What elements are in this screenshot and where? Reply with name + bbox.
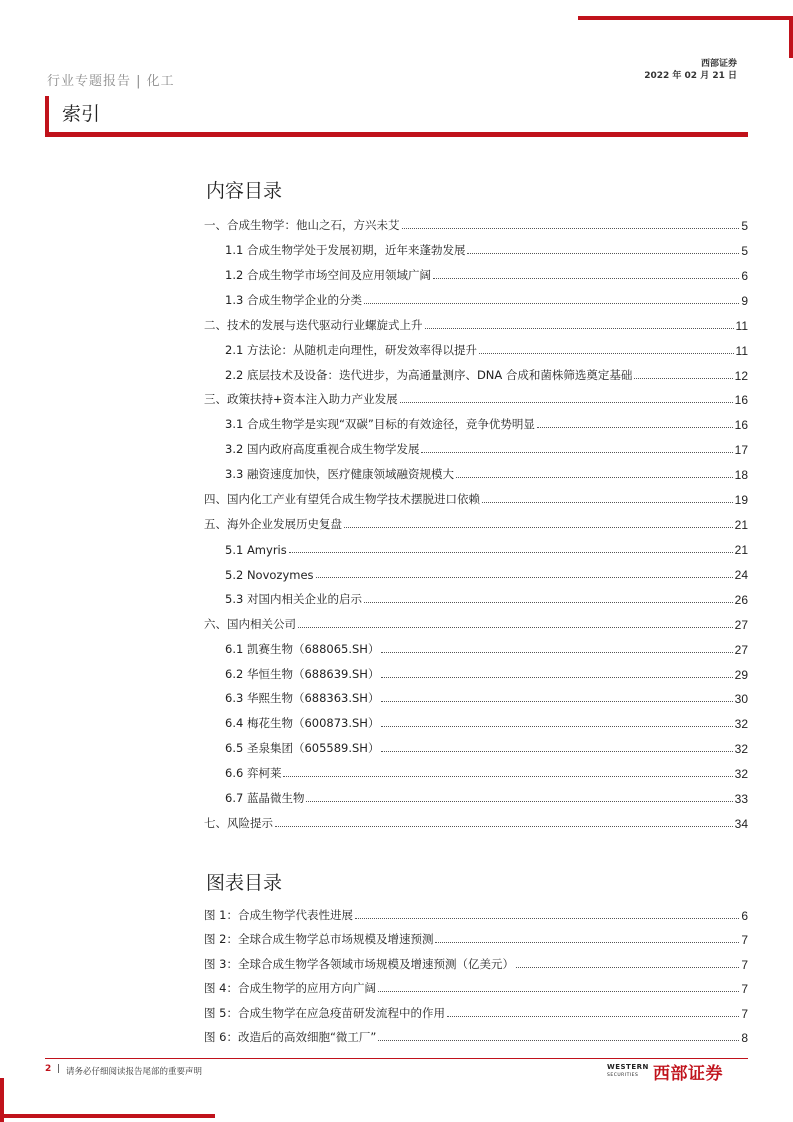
toc-entry[interactable] — [225, 290, 748, 308]
toc-entry-label: 六、国内相关公司 — [204, 616, 296, 631]
toc-entry-page: 32 — [734, 767, 748, 782]
figure-dot-leader — [355, 918, 739, 919]
toc-entry[interactable] — [225, 664, 748, 682]
toc-entry-page: 27 — [734, 642, 748, 657]
header-brand: 西部证券 — [700, 59, 737, 69]
figure-dot-leader — [378, 991, 739, 992]
header-divider — [45, 132, 748, 137]
toc-entry[interactable] — [225, 464, 748, 482]
figure-entry-label: 图 5：合成生物学在应急疫苗研发流程中的作用 — [204, 1005, 445, 1020]
toc-entry-page: 24 — [734, 567, 748, 582]
toc-entry[interactable] — [225, 763, 748, 781]
toc-dot-leader — [400, 402, 733, 403]
figure-entry-page: 8 — [741, 1031, 748, 1045]
figure-entry-label: 图 3：全球合成生物学各领域市场规模及增速预测（亿美元） — [204, 956, 514, 971]
toc-entry[interactable] — [225, 414, 748, 432]
toc-entry[interactable] — [225, 788, 748, 806]
toc-dot-leader — [482, 502, 733, 503]
figure-entry-label: 图 6：改造后的高效细胞“微工厂” — [204, 1030, 377, 1044]
figure-entry[interactable] — [204, 978, 748, 996]
toc-entry-label: 6.7 蓝晶微生物 — [225, 791, 305, 806]
toc-entry[interactable] — [225, 240, 748, 258]
index-title-marker — [45, 96, 49, 134]
figure-dot-leader — [378, 1040, 739, 1041]
toc-dot-leader — [381, 652, 732, 653]
corner-accent-top-right-vertical — [789, 16, 793, 58]
toc-entry-label: 6.3 华熙生物（688363.SH） — [225, 691, 380, 706]
toc-entry-page: 16 — [734, 393, 748, 408]
toc-entry[interactable] — [225, 539, 748, 557]
toc-entry[interactable] — [225, 564, 748, 582]
toc-dot-leader — [381, 751, 732, 752]
figure-entry[interactable] — [204, 905, 748, 923]
index-title: 索引 — [62, 103, 101, 125]
toc-entry-label: 七、风险提示 — [204, 816, 273, 831]
toc-entry-page: 29 — [734, 667, 748, 682]
toc-entry-label: 6.5 圣泉集团（605589.SH） — [225, 741, 380, 756]
figure-entry[interactable] — [204, 1027, 748, 1045]
toc-entry-label: 5.3 对国内相关企业的启示 — [225, 591, 362, 606]
logo-securities-text: SECURITIES — [607, 1073, 639, 1078]
toc-entry-page: 16 — [734, 418, 748, 433]
toc-entry-label: 6.6 弈柯莱 — [225, 766, 282, 781]
figure-entry[interactable] — [204, 954, 748, 972]
toc-entry-page: 5 — [741, 243, 748, 258]
company-logo — [607, 1060, 749, 1084]
toc-entry[interactable] — [204, 614, 748, 632]
toc-entry[interactable] — [204, 813, 748, 831]
toc-entry-page: 18 — [734, 468, 748, 483]
toc-entry-page: 27 — [734, 617, 748, 632]
figure-entry-page: 6 — [741, 909, 748, 923]
logo-chinese-text: 西部证券 — [653, 1064, 723, 1084]
corner-accent-bottom-left — [0, 1114, 215, 1118]
toc-entry[interactable] — [204, 514, 748, 532]
toc-entry-label: 6.4 梅花生物（600873.SH） — [225, 716, 380, 731]
toc-entry-page: 34 — [734, 817, 748, 832]
toc-entry-page: 11 — [735, 318, 748, 333]
toc-entry[interactable] — [225, 688, 748, 706]
toc-entry-label: 二、技术的发展与迭代驱动行业螺旋式上升 — [204, 317, 423, 332]
toc-entry[interactable] — [225, 738, 748, 756]
figure-entry-page: 7 — [741, 933, 748, 948]
toc-entry[interactable] — [225, 340, 748, 358]
toc-heading: 内容目录 — [206, 180, 283, 202]
toc-dot-leader — [381, 726, 732, 727]
toc-entry-page: 26 — [734, 592, 748, 607]
toc-entry[interactable] — [204, 215, 748, 233]
toc-entry-label: 一、合成生物学：他山之石，方兴未艾 — [204, 218, 400, 232]
toc-dot-leader — [421, 452, 732, 453]
toc-entry-label: 3.2 国内政府高度重视合成生物学发展 — [225, 442, 420, 457]
toc-dot-leader — [316, 577, 733, 578]
toc-dot-leader — [283, 776, 732, 777]
figure-entry-label: 图 1：合成生物学代表性进展 — [204, 908, 353, 922]
figure-dot-leader — [516, 967, 739, 968]
figure-entry-label: 图 4：合成生物学的应用方向广阔 — [204, 981, 376, 996]
toc-entry-page: 9 — [741, 293, 748, 308]
toc-entry-page: 19 — [734, 493, 748, 508]
toc-entry-label: 5.2 Novozymes — [225, 567, 314, 582]
toc-entry[interactable] — [225, 265, 748, 283]
toc-dot-leader — [467, 253, 739, 254]
toc-entry[interactable] — [204, 389, 748, 407]
toc-entry-label: 2.1 方法论：从随机走向理性，研发效率得以提升 — [225, 342, 477, 357]
toc-dot-leader — [634, 378, 732, 379]
report-type: 行业专题报告 | 化工 — [47, 74, 175, 89]
toc-entry-page: 12 — [734, 368, 748, 383]
toc-dot-leader — [381, 677, 732, 678]
toc-entry-page: 21 — [734, 542, 748, 557]
toc-dot-leader — [344, 527, 733, 528]
toc-entry-label: 四、国内化工产业有望凭合成生物学技术摆脱进口依赖 — [204, 492, 480, 507]
toc-dot-leader — [537, 427, 733, 428]
report-date: 2022 年 02 月 21 日 — [644, 71, 737, 81]
toc-dot-leader — [479, 353, 734, 354]
toc-entry-page: 21 — [734, 518, 748, 533]
figure-entry-page: 7 — [741, 1006, 748, 1021]
toc-entry-page: 17 — [734, 443, 748, 458]
figure-entry[interactable] — [204, 929, 748, 947]
toc-entry-page: 32 — [734, 742, 748, 757]
toc-entry-page: 30 — [734, 692, 748, 707]
toc-dot-leader — [289, 552, 733, 553]
toc-entry[interactable] — [204, 315, 748, 333]
figure-entry-page: 7 — [741, 982, 748, 997]
figure-entry[interactable] — [204, 1003, 748, 1021]
toc-entry-label: 2.2 底层技术及设备：迭代进步，为高通量测序、DNA 合成和菌株筛选奠定基础 — [225, 367, 633, 382]
figure-dot-leader — [435, 942, 739, 943]
toc-entry-page: 32 — [734, 717, 748, 732]
toc-entry-label: 6.1 凯赛生物（688065.SH） — [225, 641, 380, 656]
figure-entry-page: 7 — [741, 957, 748, 972]
toc-entry[interactable] — [204, 489, 748, 507]
toc-entry-label: 5.1 Amyris — [225, 542, 287, 557]
logo-western-text: WESTERN — [607, 1063, 649, 1071]
toc-entry-page: 5 — [741, 219, 748, 233]
toc-entry-label: 1.2 合成生物学市场空间及应用领域广阔 — [225, 267, 431, 282]
toc-entry-label: 6.2 华恒生物（688639.SH） — [225, 666, 380, 681]
toc-entry-label: 3.3 融资速度加快，医疗健康领域融资规模大 — [225, 467, 454, 482]
toc-entry[interactable] — [225, 639, 748, 657]
footer-divider — [45, 1058, 748, 1059]
toc-entry[interactable] — [225, 365, 748, 383]
toc-dot-leader — [364, 602, 733, 603]
toc-entry-page: 6 — [741, 268, 748, 283]
figure-dot-leader — [447, 1016, 739, 1017]
toc-entry[interactable] — [225, 713, 748, 731]
toc-dot-leader — [402, 228, 740, 229]
footer-disclaimer: 请务必仔细阅读报告尾部的重要声明 — [66, 1067, 203, 1077]
toc-entry-page: 11 — [735, 343, 748, 358]
footer-separator: | — [57, 1064, 61, 1074]
page-number: 2 — [45, 1064, 52, 1074]
toc-dot-leader — [456, 477, 733, 478]
toc-entry[interactable] — [225, 439, 748, 457]
figure-entry-label: 图 2：全球合成生物学总市场规模及增速预测 — [204, 932, 434, 947]
toc-dot-leader — [433, 278, 739, 279]
toc-dot-leader — [298, 627, 733, 628]
toc-entry-label: 1.3 合成生物学企业的分类 — [225, 292, 362, 307]
toc-dot-leader — [364, 303, 739, 304]
toc-dot-leader — [425, 328, 734, 329]
toc-entry-page: 33 — [734, 792, 748, 807]
toc-entry-label: 1.1 合成生物学处于发展初期，近年来蓬勃发展 — [225, 242, 466, 257]
toc-entry-label: 3.1 合成生物学是实现“双碳”目标的有效途径，竞争优势明显 — [225, 417, 535, 432]
toc-entry-label: 五、海外企业发展历史复盘 — [204, 517, 342, 532]
corner-accent-top-right — [578, 16, 793, 20]
figures-heading: 图表目录 — [206, 872, 283, 894]
toc-dot-leader — [275, 826, 733, 827]
toc-entry-label: 三、政策扶持+资本注入助力产业发展 — [204, 392, 398, 407]
toc-dot-leader — [306, 801, 732, 802]
toc-dot-leader — [381, 701, 732, 702]
toc-entry[interactable] — [225, 589, 748, 607]
